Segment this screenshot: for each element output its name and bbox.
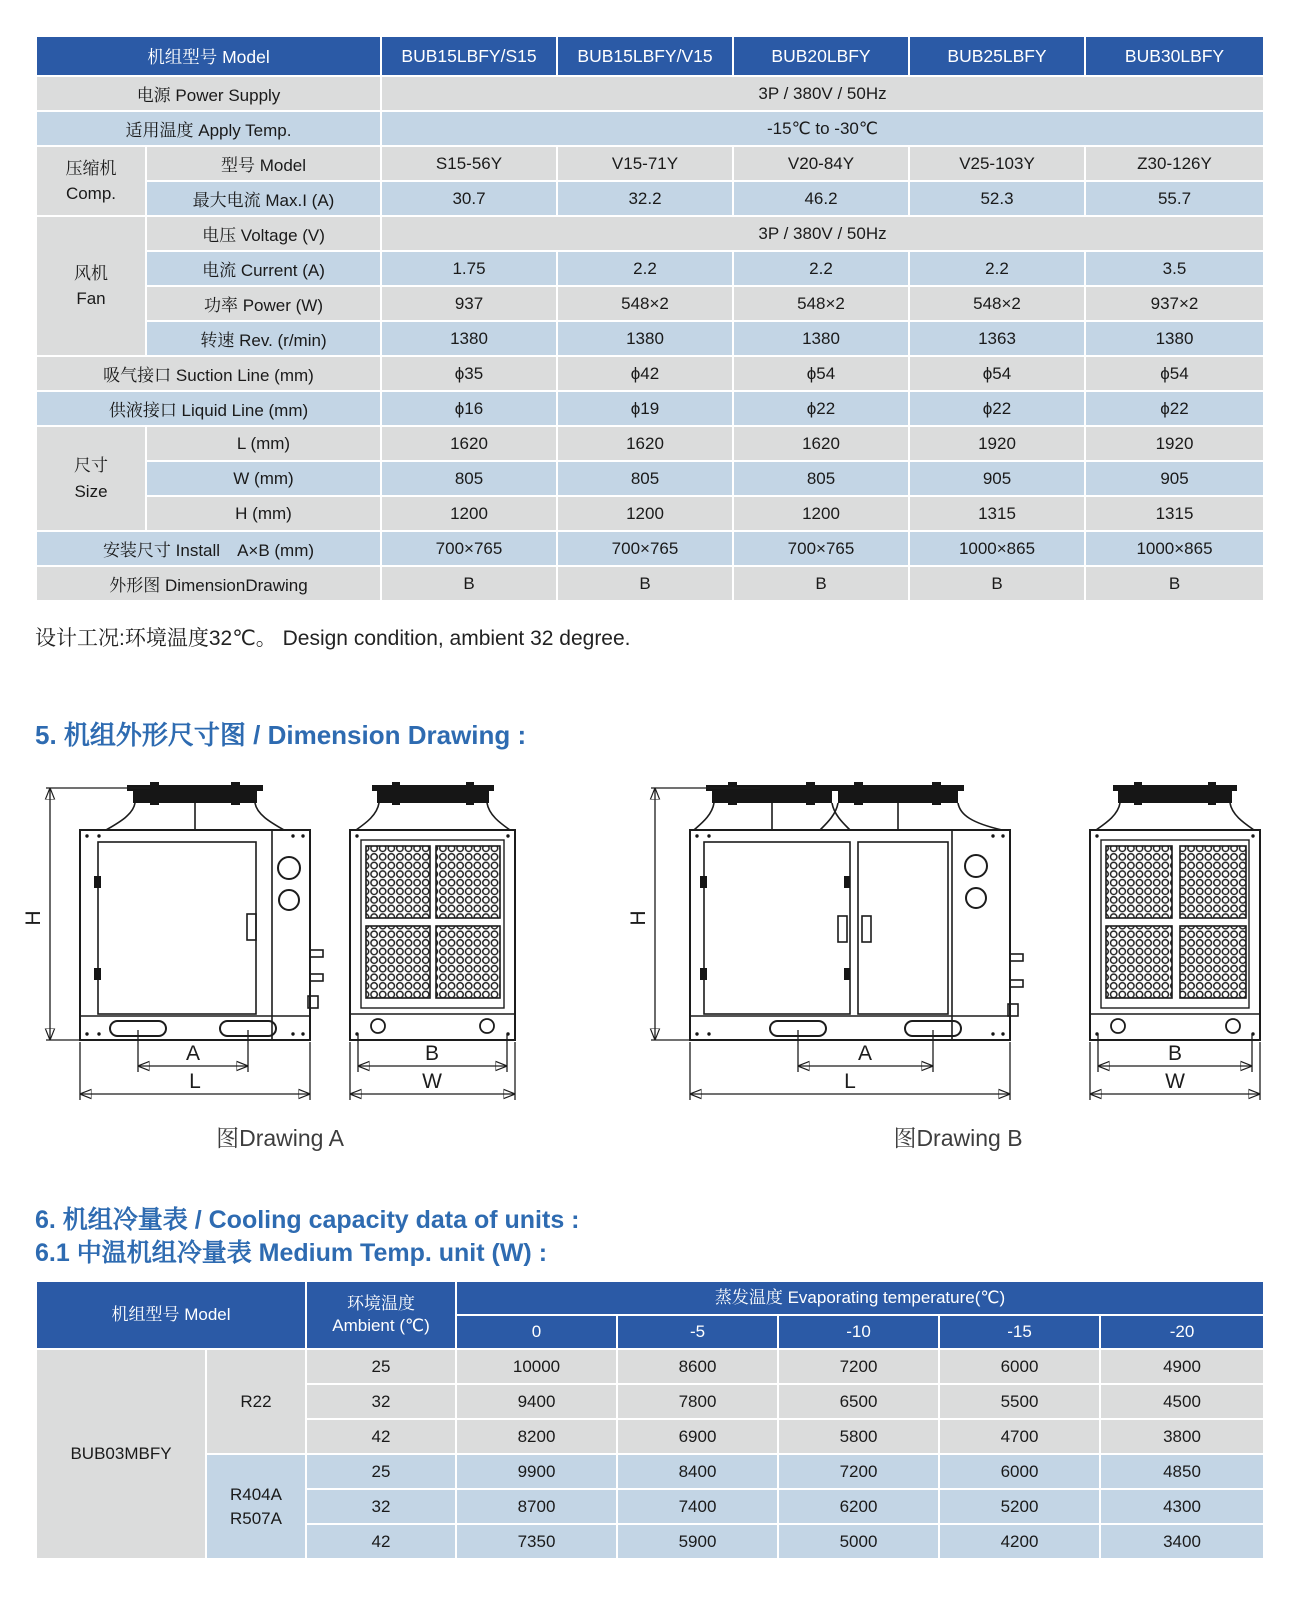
value-cell: 2.2 [557,251,733,286]
row-label: 功率 Power (W) [146,286,381,321]
value-cell: 4900 [1100,1349,1264,1384]
ambient-cell: 42 [306,1524,456,1559]
row-label: 安装尺寸 Install A×B (mm) [36,531,381,566]
ambient-cell: 25 [306,1454,456,1489]
row-label: 型号 Model [146,146,381,181]
value-cell: 700×765 [557,531,733,566]
value-cell: 1000×865 [909,531,1085,566]
value-cell: 548×2 [909,286,1085,321]
spec-header-row [36,36,1264,76]
value-cell: 1380 [557,321,733,356]
value-cell: 2.2 [733,251,909,286]
value-cell: ϕ54 [909,356,1085,391]
value-cell: 700×765 [381,531,557,566]
drawing-a-front-view [80,782,323,1040]
model-column-header: BUB30LBFY [1085,36,1264,76]
row-label: 适用温度 Apply Temp. [36,111,381,146]
fan-icon [356,782,510,830]
value-cell: 8600 [617,1349,778,1384]
refrigerant-cell [206,1454,306,1559]
row-label: 电源 Power Supply [36,76,381,111]
value-cell: 1380 [381,321,557,356]
value-cell: 1920 [1085,426,1264,461]
section-6-heading-block [35,1204,580,1270]
row-label: 供液接口 Liquid Line (mm) [36,391,381,426]
section-5-heading: 5. 机组外形尺寸图 / Dimension Drawing : [35,720,527,750]
value-cell: 30.7 [381,181,557,216]
ambient-label-zh: 环境温度 [347,1293,415,1313]
group-label-zh: 尺寸 [74,456,108,475]
value-cell: 805 [381,461,557,496]
capacity-header-row [36,1281,1264,1315]
value-cell: 3.5 [1085,251,1264,286]
table-row [36,496,1264,531]
value-cell: ϕ22 [1085,391,1264,426]
value-cell: 1.75 [381,251,557,286]
table-row [36,321,1264,356]
value-cell: 32.2 [557,181,733,216]
table-row [36,251,1264,286]
group-label-zh: 风机 [74,263,108,283]
value-cell: ϕ42 [557,356,733,391]
value-cell: 8400 [617,1454,778,1489]
dim-label-l: L [189,1070,201,1093]
value-cell: 6000 [939,1454,1100,1489]
value-cell: 7800 [617,1384,778,1419]
value-cell: 6900 [617,1419,778,1454]
table-row [36,461,1264,496]
dim-label-w: W [422,1070,442,1093]
value-cell: 905 [1085,461,1264,496]
value-cell: B [909,566,1085,601]
ambient-cell: 32 [306,1384,456,1419]
value-cell: V20-84Y [733,146,909,181]
value-cell: ϕ54 [733,356,909,391]
model-column-header: BUB20LBFY [733,36,909,76]
row-label: 转速 Rev. (r/min) [146,321,381,356]
value-cell: 805 [557,461,733,496]
value-cell: 1380 [733,321,909,356]
value-cell: 8200 [456,1419,617,1454]
design-condition-note: 设计工况:环境温度32℃。 Design condition, ambient 32 degree. [35,627,631,650]
value-cell: 1620 [381,426,557,461]
row-label: 电压 Voltage (V) [146,216,381,251]
table-row [36,216,1264,251]
ambient-header-cell [306,1281,456,1349]
value-cell: 4300 [1100,1489,1264,1524]
value-cell: 4500 [1100,1384,1264,1419]
value-cell: B [733,566,909,601]
capacity-table-container [35,1280,1265,1560]
value-cell: 7200 [778,1349,939,1384]
value-cell: B [381,566,557,601]
value-cell: 2.2 [909,251,1085,286]
value-cell: 1200 [733,496,909,531]
value-cell: 1380 [1085,321,1264,356]
h-dimension-a [22,788,150,1040]
value-cell: 548×2 [557,286,733,321]
dim-label-h: H [627,910,650,926]
value-cell: 937×2 [1085,286,1264,321]
model-header-cell: 机组型号 Model [36,36,381,76]
value-cell: S15-56Y [381,146,557,181]
table-row [36,181,1264,216]
evaporating-header-cell: 蒸发温度 Evaporating temperature(℃) [456,1281,1264,1315]
fan-group-label [36,216,146,356]
refrigerant-cell: R22 [206,1349,306,1454]
dim-label-l: L [844,1070,856,1093]
drawing-b-caption: 图Drawing B [893,1125,1023,1151]
row-label: 电流 Current (A) [146,251,381,286]
h-dimension-b [627,788,760,1040]
value-cell: 5500 [939,1384,1100,1419]
value-cell: 1200 [557,496,733,531]
value-cell: 6500 [778,1384,939,1419]
section-6-heading: 6. 机组冷量表 / Cooling capacity data of units : [35,1206,580,1234]
ventilation-grille [1106,846,1246,998]
dim-label-w: W [1165,1070,1185,1093]
table-row [36,1454,1264,1489]
value-cell: ϕ22 [909,391,1085,426]
value-cell: 5900 [617,1524,778,1559]
value-cell: 52.3 [909,181,1085,216]
group-label-en: Comp. [65,184,117,203]
dim-label-h: H [22,910,45,926]
value-cell: Z30-126Y [1085,146,1264,181]
value-cell: B [1085,566,1264,601]
evap-col-header: 0 [456,1315,617,1349]
value-cell: 1000×865 [1085,531,1264,566]
table-row [36,76,1264,111]
row-label: L (mm) [146,426,381,461]
value-cell: 905 [909,461,1085,496]
value-cell: 4700 [939,1419,1100,1454]
value-cell: 3800 [1100,1419,1264,1454]
value-cell: ϕ22 [733,391,909,426]
table-row [36,146,1264,181]
drawing-b-front-view [690,782,1023,1040]
value-cell: 5200 [939,1489,1100,1524]
group-label-zh: 压缩机 [65,158,117,178]
table-row [36,286,1264,321]
value-cell: 805 [733,461,909,496]
size-group-label [36,426,146,531]
drawing-a-side-view [350,782,515,1040]
value-cell: 5800 [778,1419,939,1454]
table-row [36,391,1264,426]
spec-table-container [35,35,1265,602]
row-label: W (mm) [146,461,381,496]
fan-icon [820,782,1002,830]
table-row [36,111,1264,146]
dimension-drawings [0,758,1298,1110]
value-cell: 7400 [617,1489,778,1524]
value-cell: ϕ35 [381,356,557,391]
row-label: 最大电流 Max.I (A) [146,181,381,216]
ambient-label-en: Ambient (℃) [332,1316,430,1335]
value-cell: 7350 [456,1524,617,1559]
value-cell: 3P / 380V / 50Hz [381,76,1264,111]
table-row [36,356,1264,391]
model-column-header: BUB15LBFY/S15 [381,36,557,76]
drawing-b-side-view [1090,782,1260,1040]
refrigerant-label: R507A [230,1508,282,1528]
value-cell: 1620 [733,426,909,461]
evap-col-header: -10 [778,1315,939,1349]
ambient-cell: 25 [306,1349,456,1384]
value-cell: 10000 [456,1349,617,1384]
evap-col-header: -5 [617,1315,778,1349]
evap-col-header: -15 [939,1315,1100,1349]
value-cell: 6200 [778,1489,939,1524]
value-cell: 46.2 [733,181,909,216]
value-cell: ϕ19 [557,391,733,426]
compressor-group-label [36,146,146,216]
value-cell: 700×765 [733,531,909,566]
row-label: H (mm) [146,496,381,531]
value-cell: 1920 [909,426,1085,461]
value-cell: V25-103Y [909,146,1085,181]
value-cell: 55.7 [1085,181,1264,216]
l-dimension-b [690,1042,1010,1100]
value-cell: V15-71Y [557,146,733,181]
ambient-cell: 32 [306,1489,456,1524]
value-cell: ϕ54 [1085,356,1264,391]
value-cell: 1315 [1085,496,1264,531]
dim-label-a: A [185,1042,201,1065]
refrigerant-label: R404A [230,1484,282,1504]
value-cell: 3P / 380V / 50Hz [381,216,1264,251]
value-cell: 7200 [778,1454,939,1489]
value-cell: 6000 [939,1349,1100,1384]
value-cell: 1315 [909,496,1085,531]
drawing-a-caption: 图Drawing A [216,1125,344,1151]
dim-label-b: B [1167,1042,1183,1065]
row-label: 外形图 DimensionDrawing [36,566,381,601]
table-row [36,426,1264,461]
model-header-cell: 机组型号 Model [36,1281,306,1349]
model-column-header: BUB15LBFY/V15 [557,36,733,76]
table-row [36,1349,1264,1384]
value-cell: ϕ16 [381,391,557,426]
table-row [36,531,1264,566]
ventilation-grille [366,846,500,998]
dim-label-a: A [857,1042,873,1065]
ambient-cell: 42 [306,1419,456,1454]
value-cell: 1200 [381,496,557,531]
value-cell: 1363 [909,321,1085,356]
value-cell: -15℃ to -30℃ [381,111,1264,146]
unit-model-cell: BUB03MBFY [36,1349,206,1559]
value-cell: 937 [381,286,557,321]
row-label: 吸气接口 Suction Line (mm) [36,356,381,391]
value-cell: 3400 [1100,1524,1264,1559]
section-6-1-heading: 6.1 中温机组冷量表 Medium Temp. unit (W) : [35,1239,548,1267]
model-column-header: BUB25LBFY [909,36,1085,76]
fan-icon [106,782,284,830]
capacity-table [35,1280,1265,1560]
value-cell: 9400 [456,1384,617,1419]
value-cell: 548×2 [733,286,909,321]
group-label-en: Size [74,481,108,501]
table-row [36,566,1264,601]
dim-label-b: B [424,1042,440,1065]
spec-table [35,35,1265,602]
value-cell: B [557,566,733,601]
value-cell: 5000 [778,1524,939,1559]
value-cell: 4850 [1100,1454,1264,1489]
evap-col-header: -20 [1100,1315,1264,1349]
value-cell: 1620 [557,426,733,461]
fan-icon [1096,782,1254,830]
group-label-en: Fan [76,289,106,308]
value-cell: 9900 [456,1454,617,1489]
value-cell: 4200 [939,1524,1100,1559]
value-cell: 8700 [456,1489,617,1524]
